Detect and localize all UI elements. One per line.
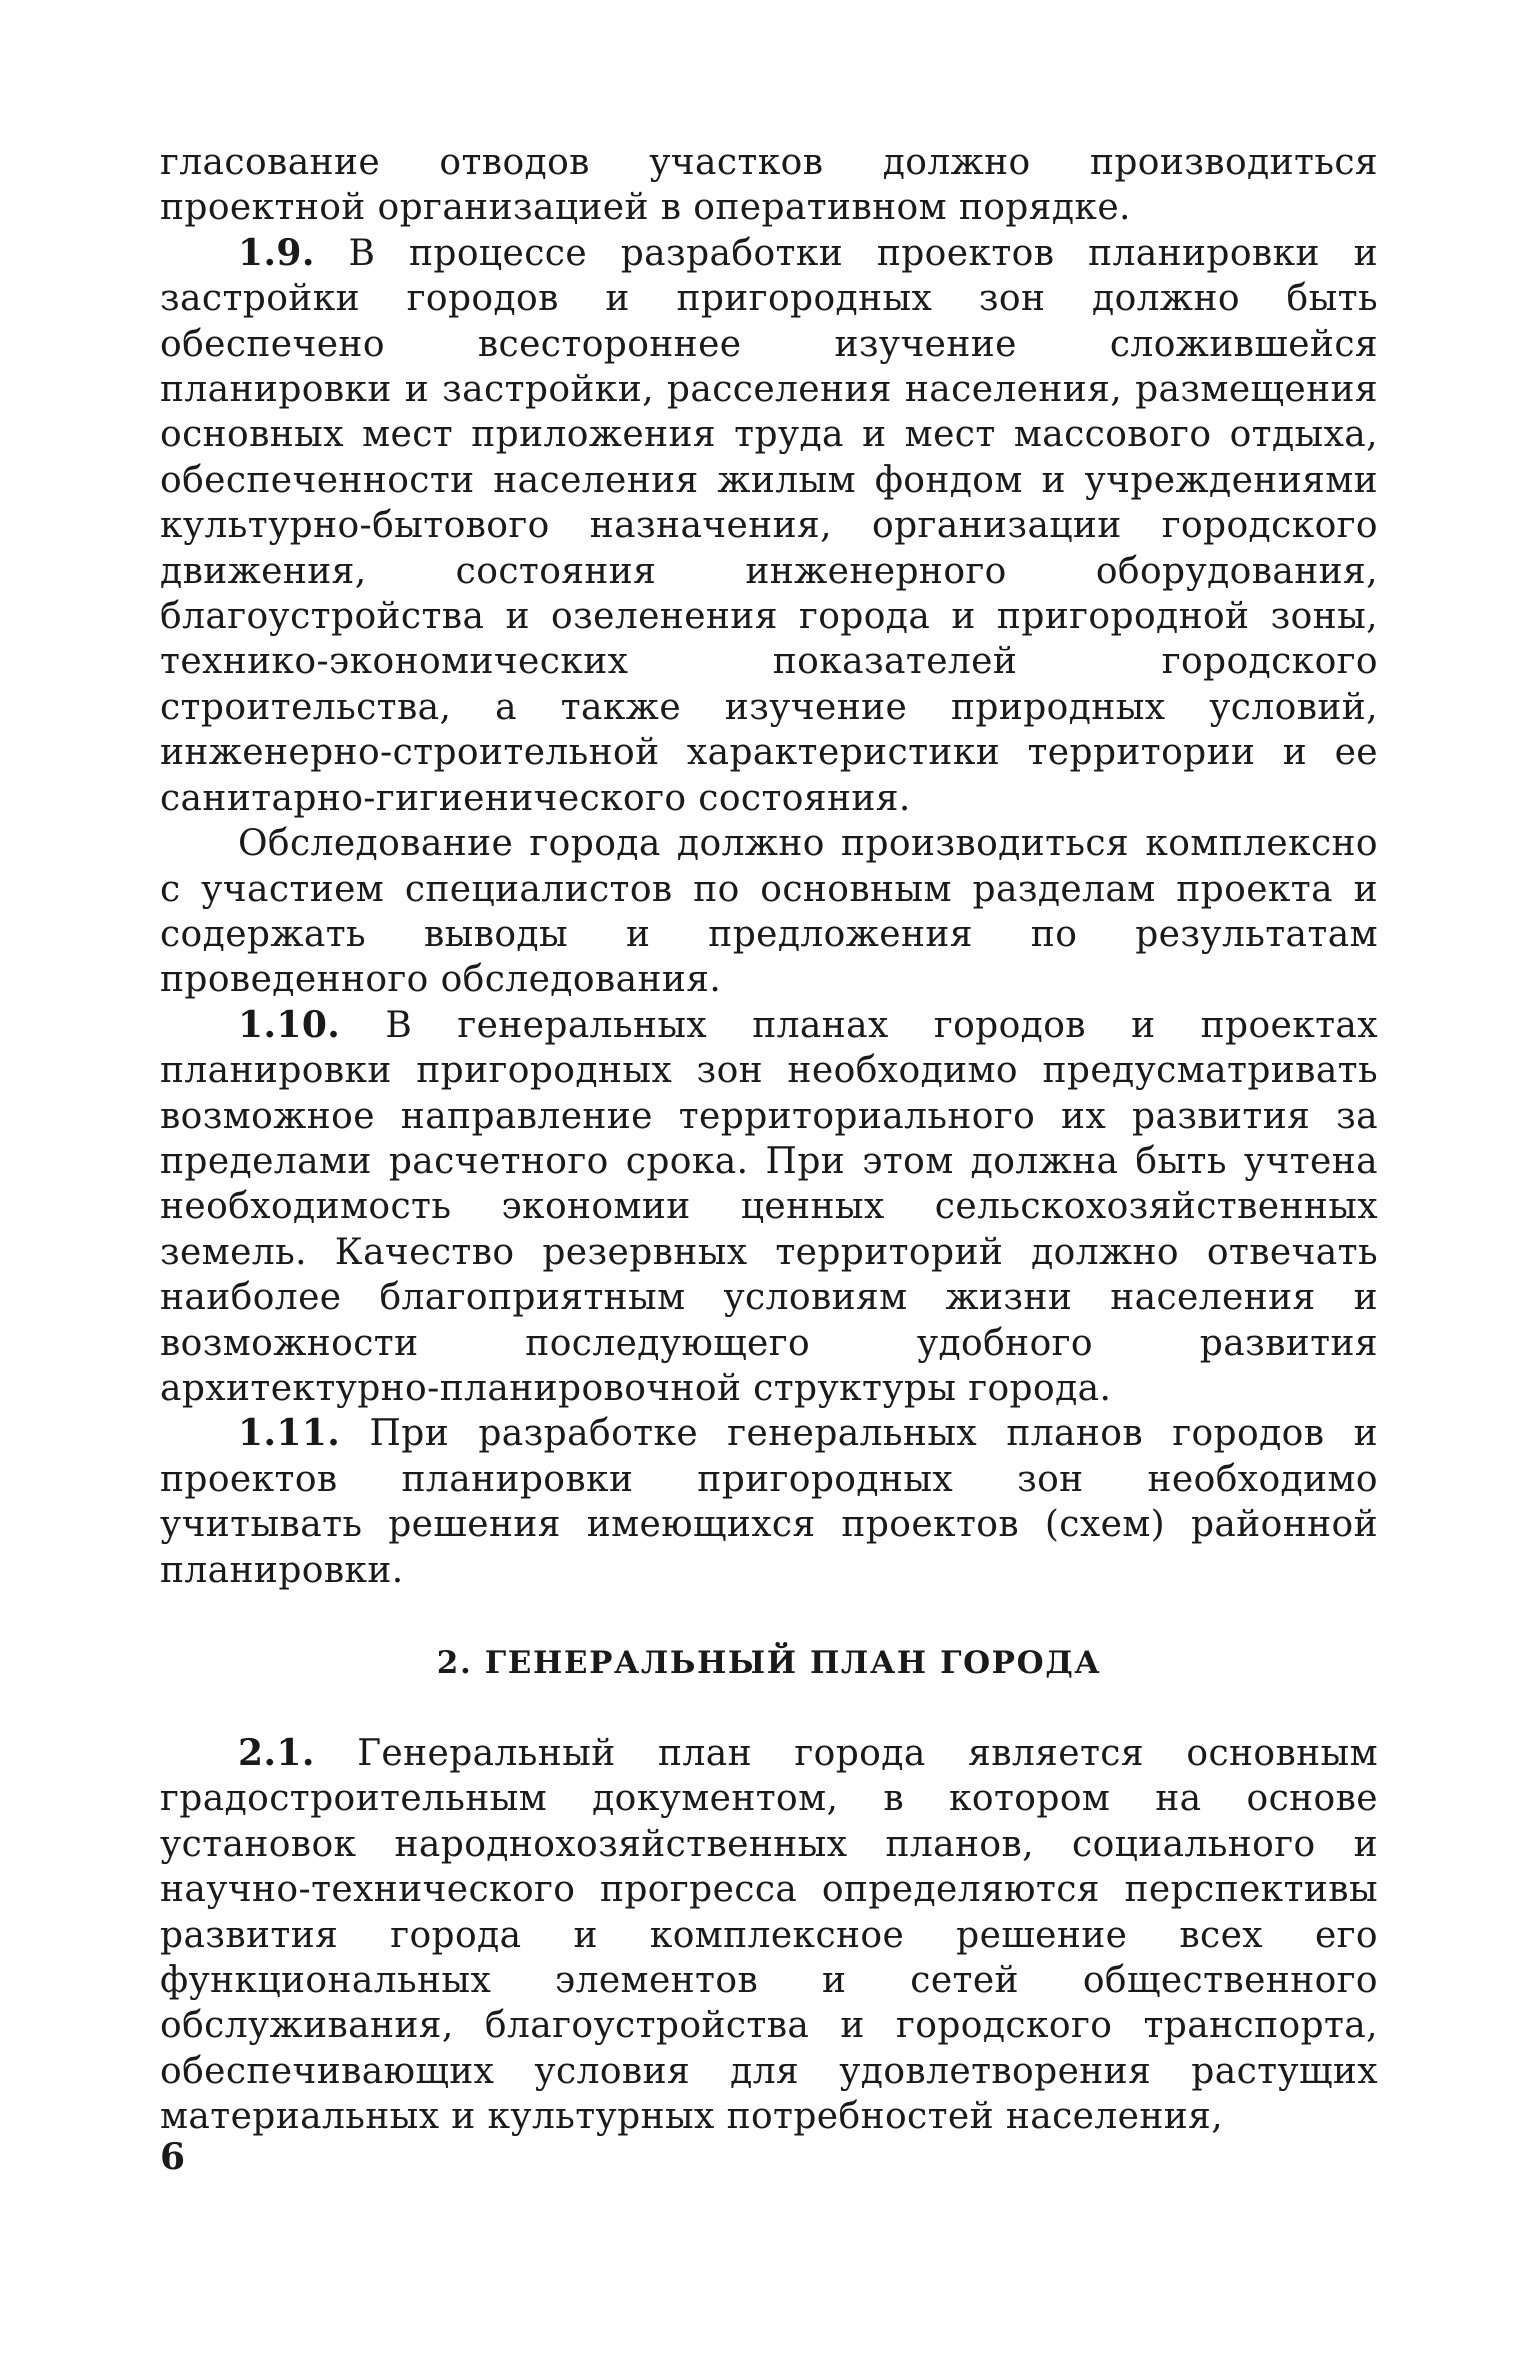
paragraph-number: 2.1.	[238, 1732, 315, 1774]
paragraph-continuation	[160, 140, 1378, 231]
paragraph-survey	[160, 821, 1378, 1003]
page-body	[160, 140, 1378, 2140]
paragraph-number: 1.9.	[238, 231, 315, 274]
paragraph-text: гласование отводов участков должно производиться проектной организацией в оперативном порядке.	[160, 142, 1378, 229]
section-heading: 2. ГЕНЕРАЛЬНЫЙ ПЛАН ГОРОДА	[436, 1645, 1102, 1681]
paragraph-text: В процессе разработки проектов планировки и застройки городов и пригородных зон должно быть обеспечено всестороннее изучение сложившейся планировки и застройки, расселения населения, размещения основных мест приложения труда и мест массового отдыха, обеспеченности населения жилым фондом и учреждениями культурно-бытового назначения, организации городского движения, состояния инженерного оборудования, благоустройства и озеленения города и пригородной зоны, технико-экономических показателей городского строительства, а также изучение природных условий, инженерно-строительной характеристики территории и ее санитарно-гигиенического состояния.	[160, 232, 1378, 819]
paragraph-text: В генеральных планах городов и проектах планировки пригородных зон необходимо предусматривать возможное направление территориального их развития за пределами расчетного срока. При этом должна быть учтена необходимость экономии ценных сельскохозяйственных земель. Качество резервных территорий должно отвечать наиболее благоприятным условиям жизни населения и возможности последующего удобного развития архитектурно-планировочной структуры города.	[160, 1004, 1379, 1409]
paragraph-number: 1.10.	[238, 1003, 341, 1046]
paragraph-text: Генеральный план города является основным градостроительным документом, в котором на основе установок народнохозяйственных планов, социального и научно-технического прогресса определяются перспективы развития города и комплексное решение всех его функциональных элементов и сетей общественного обслуживания, благоустройства и городского транспорта, обеспечивающих условия для удовлетворения растущих материальных и культурных потребностей населения,	[160, 1733, 1378, 2138]
paragraph-1-10	[160, 1003, 1378, 1412]
paragraph-2-1	[160, 1731, 1378, 2140]
paragraph-text: При разработке генеральных планов городов и проектов планировки пригородных зон необходимо учитывать решения имеющихся проектов (схем) районной планировки.	[160, 1413, 1379, 1591]
paragraph-text: Обследование города должно производиться комплексно с участием специалистов по основным разделам проекта и содержать выводы и предложения по результатам проведенного обследования.	[160, 823, 1378, 1001]
paragraph-number: 1.11.	[238, 1412, 341, 1455]
paragraph-1-11	[160, 1411, 1378, 1593]
page-number: 6	[160, 2136, 186, 2178]
paragraph-1-9	[160, 231, 1378, 821]
